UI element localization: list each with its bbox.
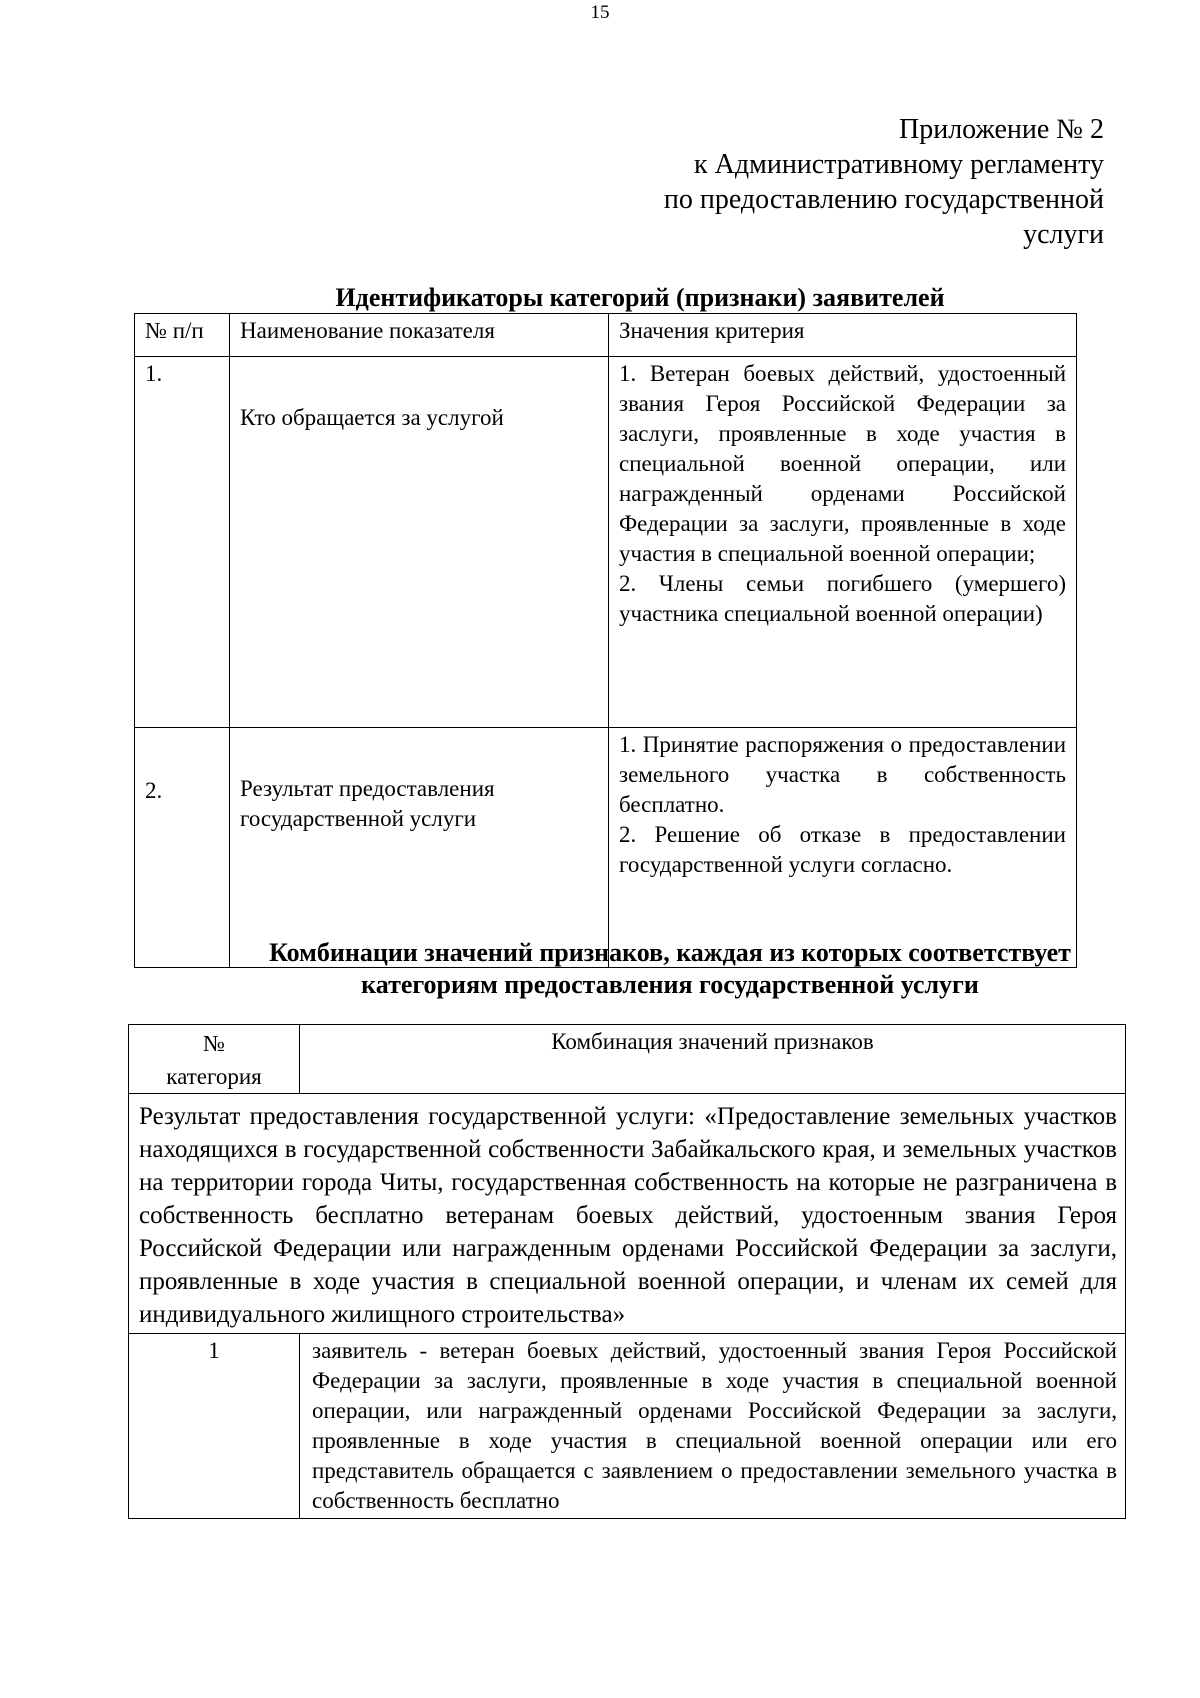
header-category-num-line-1: № xyxy=(203,1031,225,1056)
appendix-line-4: услуги xyxy=(1023,219,1104,250)
appendix-header xyxy=(544,112,1104,252)
appendix-line-1: Приложение № 2 xyxy=(899,114,1104,145)
criteria-value: 1. Ветеран боевых действий, удостоенный звания Героя Российской Федерации за заслуги, проявленные в ходе участия в специальной военной операции, или награжденный орденами Российской Федерации за заслуги, проявленные в ходе участия в специальной военной операции; xyxy=(619,361,1066,566)
table-header-row xyxy=(129,1025,1126,1094)
table2-title-line-1: Комбинации значений признаков, каждая из которых соответствует xyxy=(269,938,1071,967)
header-category-num xyxy=(129,1025,300,1094)
header-category-num-line-2: категория xyxy=(166,1064,262,1089)
combinations-table xyxy=(128,1024,1126,1519)
table2-title xyxy=(70,937,1200,1001)
table-row xyxy=(135,728,1077,968)
table-header-row xyxy=(135,314,1077,357)
criteria-table xyxy=(134,313,1077,968)
row-criteria xyxy=(609,728,1077,968)
appendix-line-3: по предоставлению государственной xyxy=(663,184,1104,215)
header-num: № п/п xyxy=(135,314,230,357)
category-combination: заявитель - ветеран боевых действий, удостоенный звания Героя Российской Федерации за заслуги, проявленные в ходе участия в специальной военной операции, или награжденный орденами Российской Федерации за заслуги, проявленные в ходе участия в специальной военной операции или его представитель обращается с заявлением о предоставлении земельного участка в собственность бесплатно xyxy=(300,1334,1126,1519)
header-combination: Комбинация значений признаков xyxy=(300,1025,1126,1094)
criteria-value: 2. Члены семьи погибшего (умершего) участника специальной военной операции) xyxy=(619,571,1066,626)
table-row xyxy=(135,357,1077,728)
row-indicator: Кто обращается за услугой xyxy=(230,357,609,728)
result-text: Результат предоставления государственной услуги: «Предоставление земельных участков находящихся в государственной собственности Забайкальского края, и земельных участков на территории города Читы, государственная собственность на которые не разграничена в собственность бесплатно ветеранам боевых действий, удостоенным звания Героя Российской Федерации или награжденным орденами Российской Федерации за заслуги, проявленные в ходе участия в специальной военной операции, и членам их семей для индивидуального жилищного строительства» xyxy=(129,1094,1126,1334)
table2-title-line-2: категориям предоставления государственной услуги xyxy=(361,970,979,999)
appendix-line-2: к Административному регламенту xyxy=(694,149,1104,180)
row-num: 2. xyxy=(135,728,230,968)
category-num: 1 xyxy=(129,1334,300,1519)
table-row xyxy=(129,1334,1126,1519)
row-criteria xyxy=(609,357,1077,728)
row-indicator: Результат предоставления государственной услуги xyxy=(230,728,609,968)
header-criteria: Значения критерия xyxy=(609,314,1077,357)
row-num: 1. xyxy=(135,357,230,728)
result-row xyxy=(129,1094,1126,1334)
header-indicator: Наименование показателя xyxy=(230,314,609,357)
table1-title: Идентификаторы категорий (признаки) заявителей xyxy=(335,283,945,312)
page-number: 15 xyxy=(590,2,610,23)
criteria-value: 1. Принятие распоряжения о предоставлении земельного участка в собственность бесплатно. xyxy=(619,732,1066,817)
criteria-value: 2. Решение об отказе в предоставлении государственной услуги согласно. xyxy=(619,822,1066,877)
